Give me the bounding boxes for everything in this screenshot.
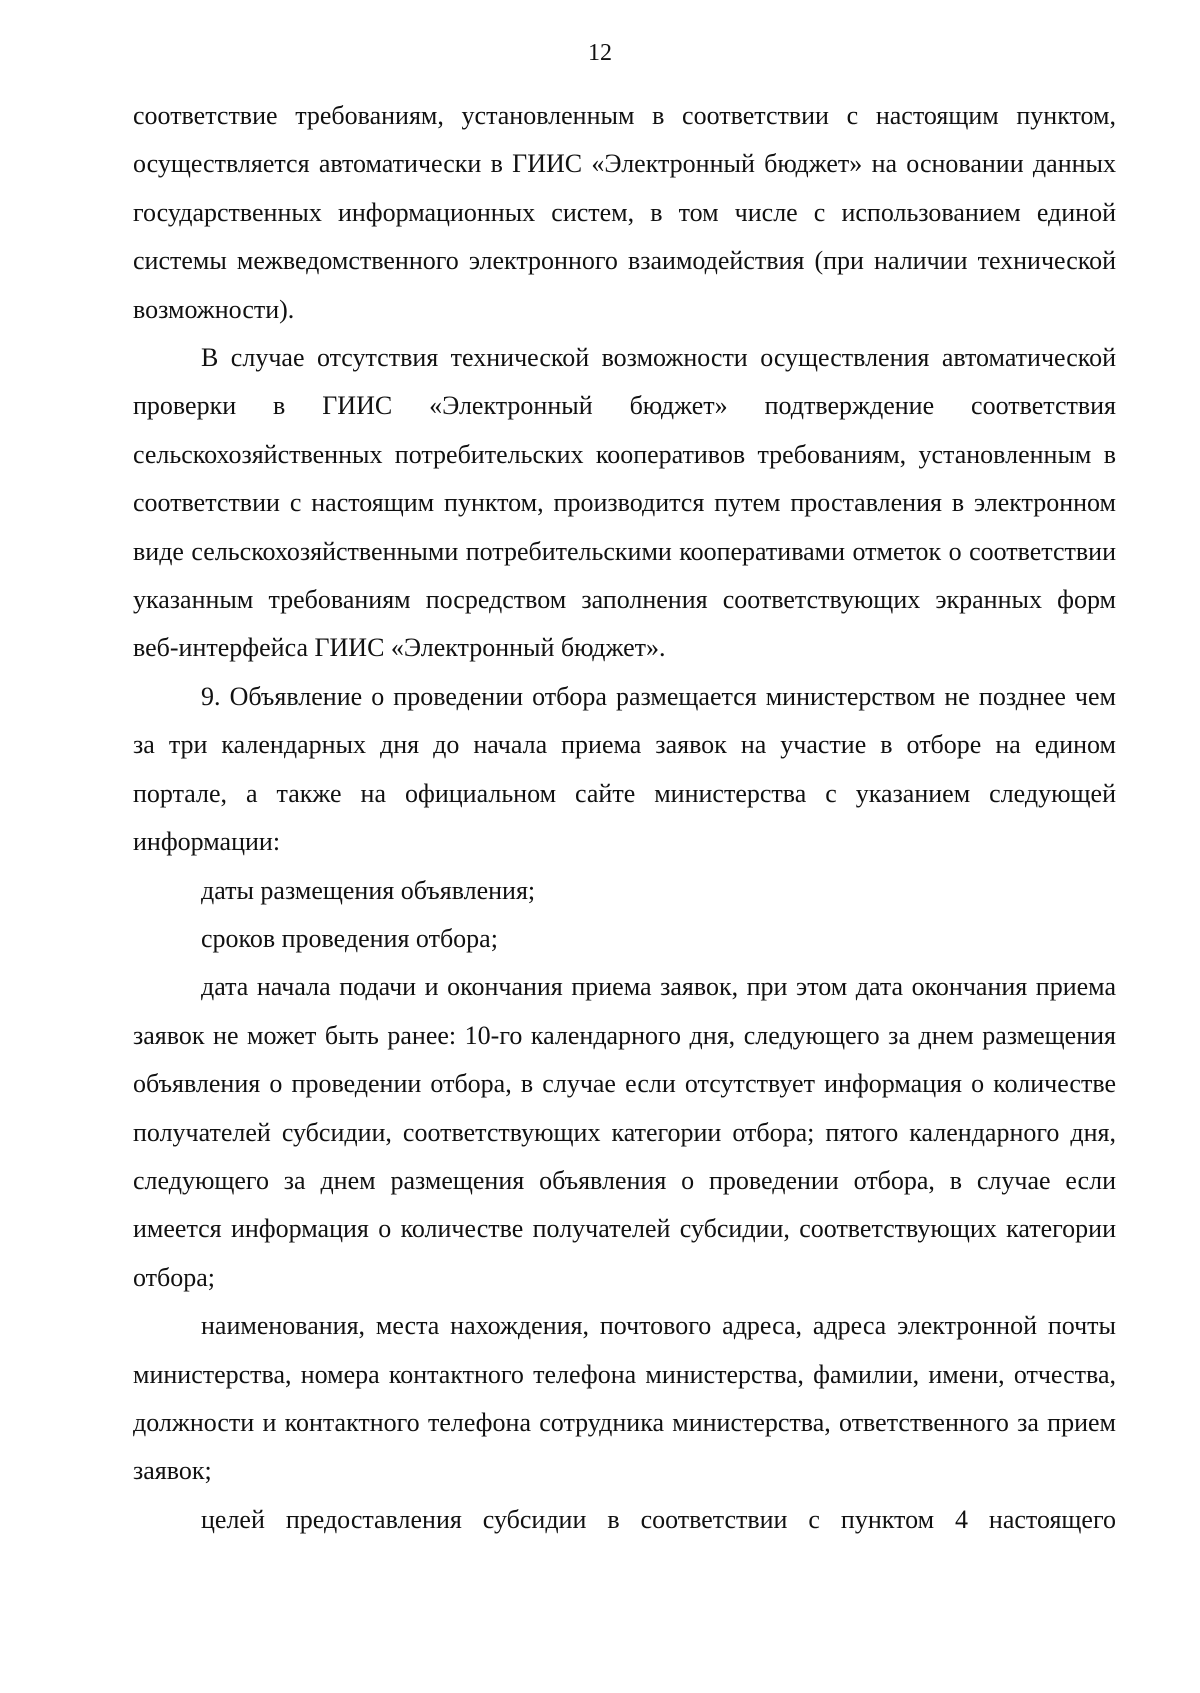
list-item-selection-period: сроков проведения отбора;	[201, 923, 498, 953]
list-item-announcement-date: даты размещения объявления;	[201, 875, 536, 905]
paragraph-manual-confirmation: В случае отсутствия технической возможности осуществления автоматической проверки в ГИИС «Электронный бюджет» подтверждение соответствия сельскохозяйственных потребительских кооперативов требованиям, установленным в соответствии с настоящим пунктом, производится путем проставления в электронном виде сельскохозяйственными потребительскими кооперативами отметок о соответствии указанным требованиям посредством заполнения соответствующих экранных форм веб-интерфейса ГИИС «Электронный бюджет».	[133, 343, 1116, 663]
list-item-subsidy-goals: целей предоставления субсидии в соответствии с пунктом 4 настоящего	[201, 1504, 1116, 1534]
list-item-ministry-contacts: наименования, места нахождения, почтового адреса, адреса электронной почты министерства, номера контактного телефона министерства, фамилии, имени, отчества, должности и контактного телефона сотрудника министерства, ответственного за прием заявок;	[133, 1311, 1116, 1486]
paragraph-continuation: соответствие требованиям, установленным в соответствии с настоящим пунктом, осуществляется автоматически в ГИИС «Электронный бюджет» на основании данных государственных информационных систем, в том числе с использованием единой системы межведомственного электронного взаимодействия (при наличии технической возможности).	[133, 101, 1116, 324]
list-item-application-dates: дата начала подачи и окончания приема заявок, при этом дата окончания приема заявок не может быть ранее: 10-го календарного дня, следующего за днем размещения объявления о проведении отбора, в случае если отсутствует информация о количестве получателей субсидии, соответствующих категории отбора; пятого календарного дня, следующего за днем размещения объявления о проведении отбора, в случае если имеется информация о количестве получателей субсидии, соответствующих категории отбора;	[133, 972, 1116, 1292]
paragraph-item-9: 9. Объявление о проведении отбора размещается министерством не позднее чем за три календарных дня до начала приема заявок на участие в отборе на едином портале, а также на официальном сайте министерства с указанием следующей информации:	[133, 681, 1116, 857]
page-number: 12	[588, 40, 612, 66]
document-body	[133, 92, 1116, 1544]
